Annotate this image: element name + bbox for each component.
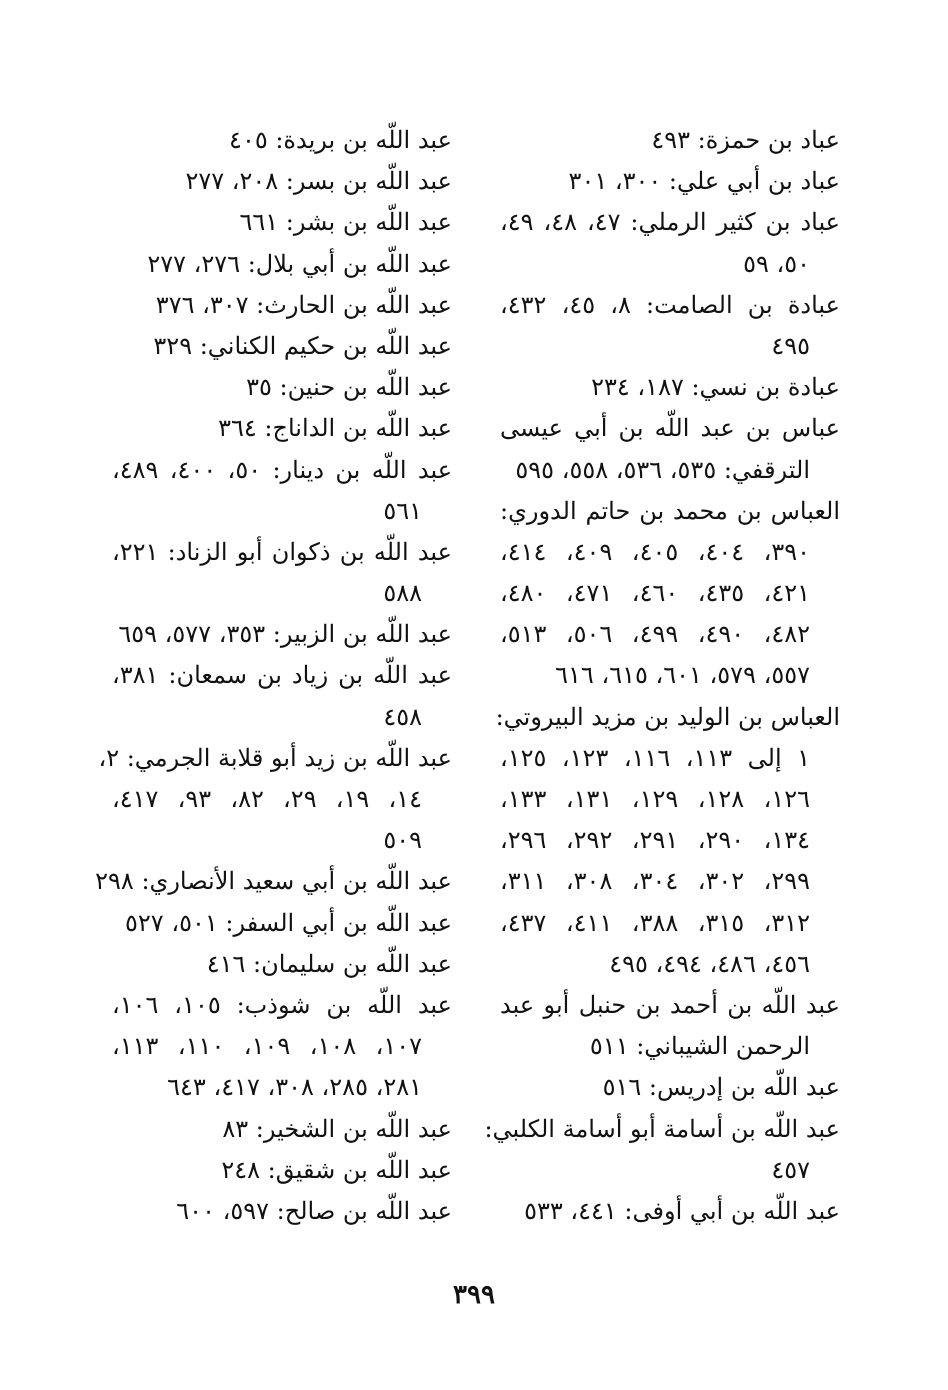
index-entry-text: عبد اللّه بن شقيق: ٢٤٨ [221,1155,452,1184]
index-entry-text: عبد اللّه بن بشر: ٦٦١ [239,208,452,237]
index-entry [112,408,452,449]
index-entry [484,1109,840,1191]
index-entry [500,120,840,161]
index-entry [112,614,452,655]
index-entry-text: عبد اللّه بن أبي السفر: ٥٠١، ٥٢٧ [125,908,452,937]
index-column-right [484,120,841,1232]
index-entry [500,1191,840,1232]
index-entry [112,450,452,532]
index-entry-continuation: ٤٢١، ٤٣٥، ٤٦٠، ٤٧١، ٤٨٠، [500,579,811,608]
index-entry-continuation: ٤٥٧ [771,1155,810,1184]
index-entry-text: عبد اللّه بن سليمان: ٤١٦ [206,949,452,978]
index-entry-continuation: ٤٥٦، ٤٨٦، ٤٩٤، ٤٩٥ [609,949,810,978]
index-entry-continuation: ٣١٢، ٣١٥، ٣٨٨، ٤١١، ٤٣٧، [500,908,811,937]
index-entry [112,326,452,367]
index-entry-text: عبد اللّه بن أبي أوفى: ٤٤١، ٥٣٣ [524,1196,840,1225]
index-entry [500,285,840,367]
index-entry-continuation: ١٢٦، ١٢٨، ١٢٩، ١٣١، ١٣٣، [500,785,811,813]
index-entry [500,367,840,408]
index-entry-text: عبد اللّه بن أسامة أبو أسامة الكلبي: [484,1114,840,1143]
index-entry-text: عبد اللّه بن حكيم الكناني: ٣٢٩ [153,331,452,360]
index-entry [112,202,452,243]
index-entry-text: عباد بن أبي علي: ٣٠٠، ٣٠١ [568,167,840,196]
index-entry-text: عبد اللّه بن زياد بن سمعان: ٣٨١، [112,661,452,690]
index-entry-continuation: ٢٨١، ٢٨٥، ٣٠٨، ٤١٧، ٦٤٣ [167,1073,422,1102]
index-entry-text: عباد بن حمزة: ٤٩٣ [651,126,840,154]
index-entry [112,1150,452,1191]
index-entry-continuation: ١٠٧، ١٠٨، ١٠٩، ١١٠، ١١٣، [112,1032,423,1061]
index-entry [500,161,840,202]
index-entry-text: عبد اللّه بن حنين: ٣٥ [246,373,452,402]
index-entry-continuation: ٢٩٩، ٣٠٢، ٣٠٤، ٣٠٨، ٣١١، [500,867,811,896]
index-entry-continuation: الرحمن الشيباني: ٥١١ [589,1032,810,1061]
index-entry-text: عبادة بن نسي: ١٨٧، ٢٣٤ [591,373,840,402]
index-entry [112,944,452,985]
index-entry [500,491,840,697]
index-entry [500,408,840,490]
index-entry [112,285,452,326]
index-entry-continuation: ٥٨٨ [383,579,422,608]
index-entry-continuation: ٥٠، ٥٩ [743,249,810,278]
index-entry-text: عبد اللّه بن أحمد بن حنبل أبو عبد [500,990,840,1019]
index-entry-text: عبادة بن الصامت: ٨، ٤٥، ٤٣٢، [500,290,840,319]
index-entry-text: عبد اللّه بن بريدة: ٤٠٥ [229,126,452,154]
index-entry-text: العباس بن محمد بن حاتم الدوري: [500,496,840,525]
index-entry-continuation: ٤٨٢، ٤٩٠، ٤٩٩، ٥٠٦، ٥١٣، [500,620,811,649]
index-column-left [95,120,453,1232]
index-entry-text: عبد اللّه بن دينار: ٥٠، ٤٠٠، ٤٨٩، [112,455,453,484]
index-entry [98,738,452,862]
index-entry-text: عبد اللّه بن أبي بلال: ٢٧٦، ٢٧٧ [147,249,452,278]
index-entry [112,1109,452,1150]
index-entry-continuation: ٥٥٧، ٥٧٩، ٦٠١، ٦١٥، ٦١٦ [555,661,810,690]
index-entry-continuation: ٥٦١ [383,496,422,525]
index-entry-text: عبد اللّه بن شوذب: ١٠٥، ١٠٦، [112,990,452,1019]
index-entry [95,861,452,902]
index-entry-text: عبد اللّه بن زيد أبو قلابة الجرمي: ٢، [98,743,452,772]
index-entry-text: عبد اللّه بن الداناج: ٣٦٤ [218,414,452,443]
index-entry [495,697,840,985]
index-entry [500,1067,840,1108]
index-entry [112,532,452,614]
index-entry-text: عبد اللّه بن الشخير: ٨٣ [222,1114,452,1143]
index-entry [112,367,452,408]
index-entry [112,244,452,285]
index-entry [112,120,452,161]
index-entry-text: عبد اللّه بن ذكوان أبو الزناد: ٢٢١، [112,537,452,566]
index-entry-text: عبد اللّه بن الحارث: ٣٠٧، ٣٧٦ [155,290,452,319]
index-entry-text: عبد اللّه بن الزبير: ٣٥٣، ٥٧٧، ٦٥٩ [118,620,452,649]
index-entry-text: عبد اللّه بن إدريس: ٥١٦ [602,1073,840,1102]
index-entry-text: عباس بن عبد اللّه بن أبي عيسى [500,414,840,443]
index-entry [112,1191,452,1232]
index-entry-text: عبد اللّه بن أبي سعيد الأنصاري: ٢٩٨ [95,867,452,896]
index-entry-text: عبد اللّه بن صالح: ٥٩٧، ٦٠٠ [176,1196,452,1225]
index-entry [500,985,840,1067]
index-entry [112,903,452,944]
index-entry [112,985,452,1109]
index-entry [112,161,452,202]
index-entry-continuation: ١٣٤، ٢٩٠، ٢٩١، ٢٩٢، ٢٩٦، [500,826,811,855]
page-number: ٣٩٩ [453,1280,495,1310]
index-entry-text: عباد بن كثير الرملي: ٤٧، ٤٨، ٤٩، [500,208,841,237]
index-entry-continuation: الترقفي: ٥٣٥، ٥٣٦، ٥٥٨، ٥٩٥ [515,455,810,484]
index-entry [500,202,840,284]
index-entry-text: عبد اللّه بن بسر: ٢٠٨، ٢٧٧ [185,167,452,196]
index-entry-continuation: ١ إلى ١١٣، ١١٦، ١٢٣، ١٢٥، [500,743,810,772]
index-entry-continuation: ٤٩٥ [771,331,810,360]
index-entry-continuation: ٣٩٠، ٤٠٤، ٤٠٥، ٤٠٩، ٤١٤، [500,537,811,566]
index-entry-continuation: ١٤، ١٩، ٢٩، ٨٢، ٩٣، ٤١٧، [112,785,423,813]
index-entry-continuation: ٥٠٩ [383,826,422,855]
index-entry [112,655,452,737]
index-entry-text: العباس بن الوليد بن مزيد البيروتي: [495,702,840,731]
index-entry-continuation: ٤٥٨ [383,702,422,731]
